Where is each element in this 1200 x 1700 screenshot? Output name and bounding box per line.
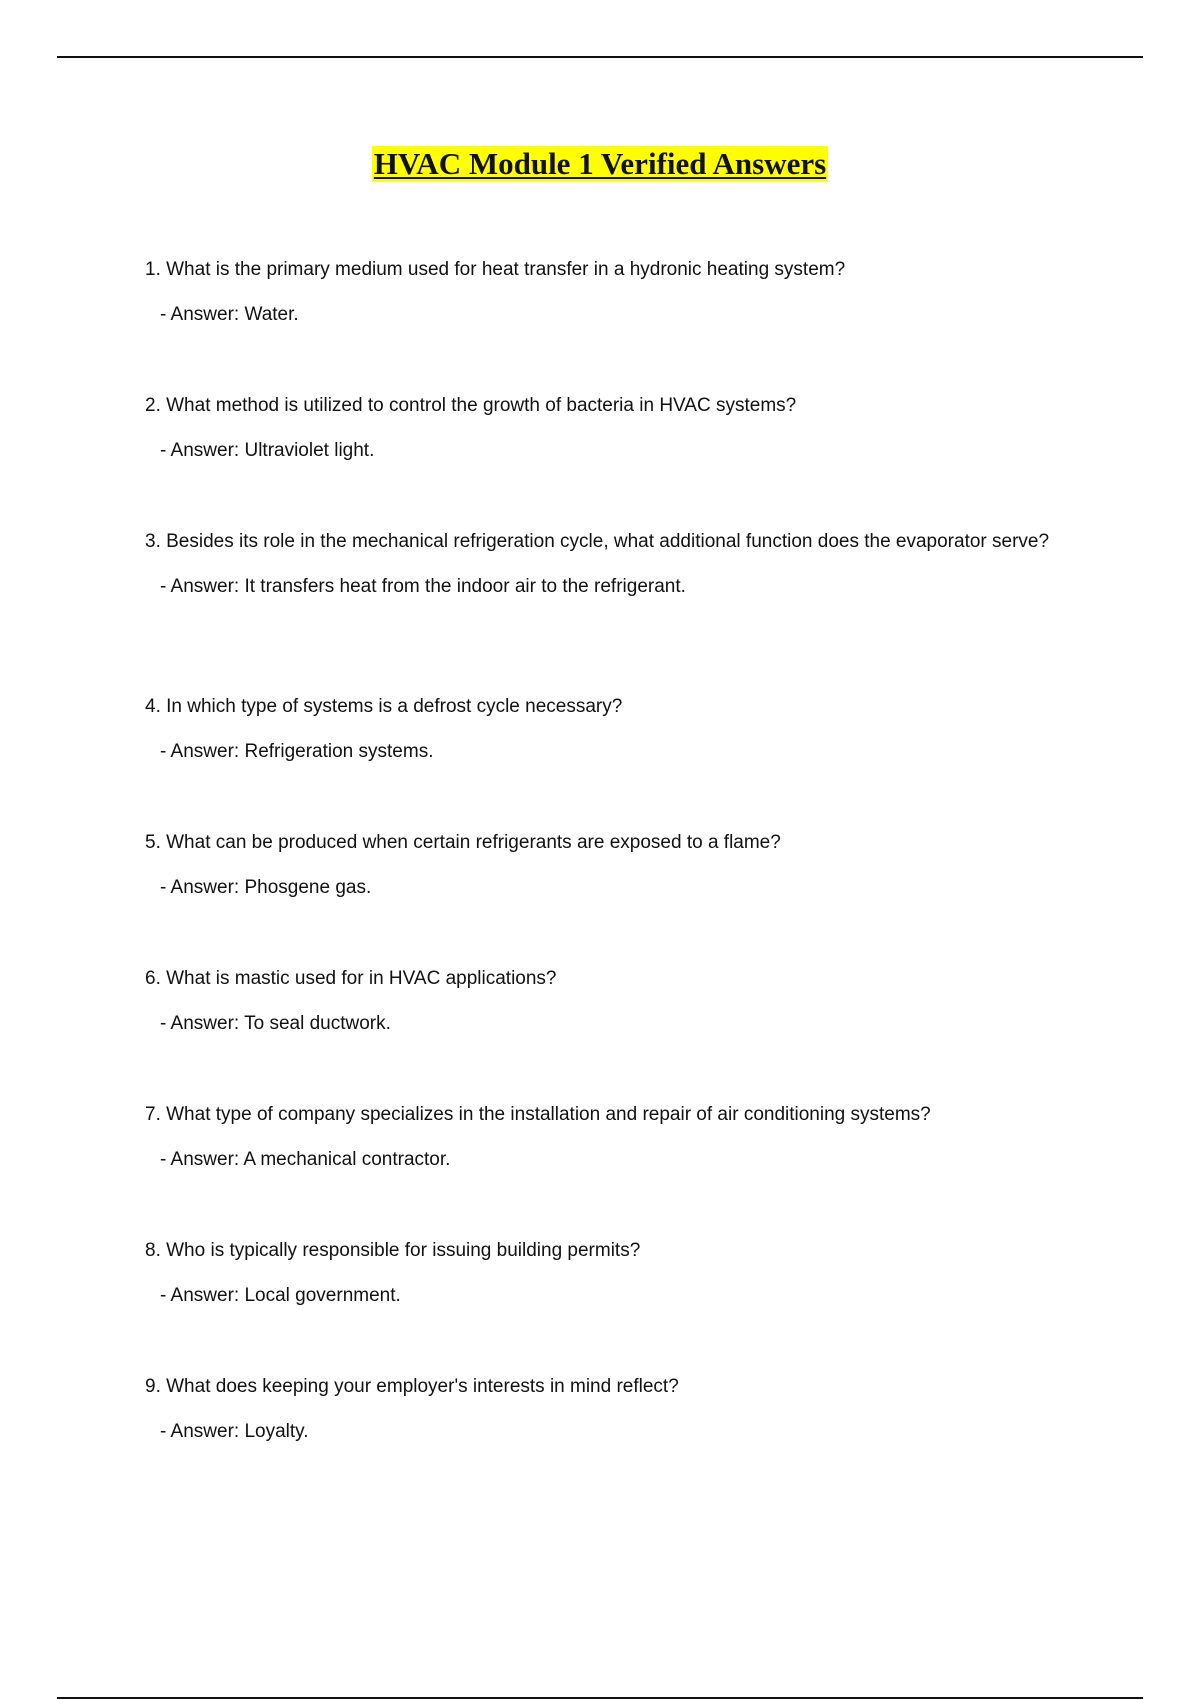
question-7: 7. What type of company specializes in the installation and repair of air conditioning systems? bbox=[145, 1104, 931, 1125]
question-8: 8. Who is typically responsible for issuing building permits? bbox=[145, 1240, 641, 1261]
answer-1: - Answer: Water. bbox=[160, 304, 299, 325]
title-container bbox=[0, 146, 1200, 182]
document-title: HVAC Module 1 Verified Answers bbox=[373, 146, 827, 181]
question-3: 3. Besides its role in the mechanical refrigeration cycle, what additional function does the evaporator serve? bbox=[145, 531, 1050, 552]
top-rule bbox=[57, 56, 1143, 58]
answer-5: - Answer: Phosgene gas. bbox=[160, 877, 372, 898]
qa-item-1 bbox=[145, 256, 1085, 329]
question-9: 9. What does keeping your employer's interests in mind reflect? bbox=[145, 1376, 679, 1397]
question-4: 4. In which type of systems is a defrost cycle necessary? bbox=[145, 696, 623, 717]
answer-2: - Answer: Ultraviolet light. bbox=[160, 440, 375, 461]
qa-item-3 bbox=[145, 528, 1085, 601]
answer-4: - Answer: Refrigeration systems. bbox=[160, 741, 434, 762]
qa-item-8 bbox=[145, 1237, 1085, 1310]
qa-item-5 bbox=[145, 829, 1085, 902]
answer-6: - Answer: To seal ductwork. bbox=[160, 1013, 391, 1034]
qa-item-9 bbox=[145, 1373, 1085, 1446]
question-1: 1. What is the primary medium used for heat transfer in a hydronic heating system? bbox=[145, 259, 846, 280]
question-2: 2. What method is utilized to control the growth of bacteria in HVAC systems? bbox=[145, 395, 797, 416]
question-5: 5. What can be produced when certain refrigerants are exposed to a flame? bbox=[145, 832, 781, 853]
answer-7: - Answer: A mechanical contractor. bbox=[160, 1149, 451, 1170]
qa-item-6 bbox=[145, 965, 1085, 1038]
question-6: 6. What is mastic used for in HVAC applications? bbox=[145, 968, 557, 989]
bottom-rule bbox=[57, 1697, 1143, 1699]
answer-8: - Answer: Local government. bbox=[160, 1285, 401, 1306]
qa-item-2 bbox=[145, 392, 1085, 465]
qa-item-4 bbox=[145, 693, 1085, 766]
answer-9: - Answer: Loyalty. bbox=[160, 1421, 309, 1442]
qa-item-7 bbox=[145, 1101, 1085, 1174]
answer-3: - Answer: It transfers heat from the indoor air to the refrigerant. bbox=[160, 576, 686, 597]
